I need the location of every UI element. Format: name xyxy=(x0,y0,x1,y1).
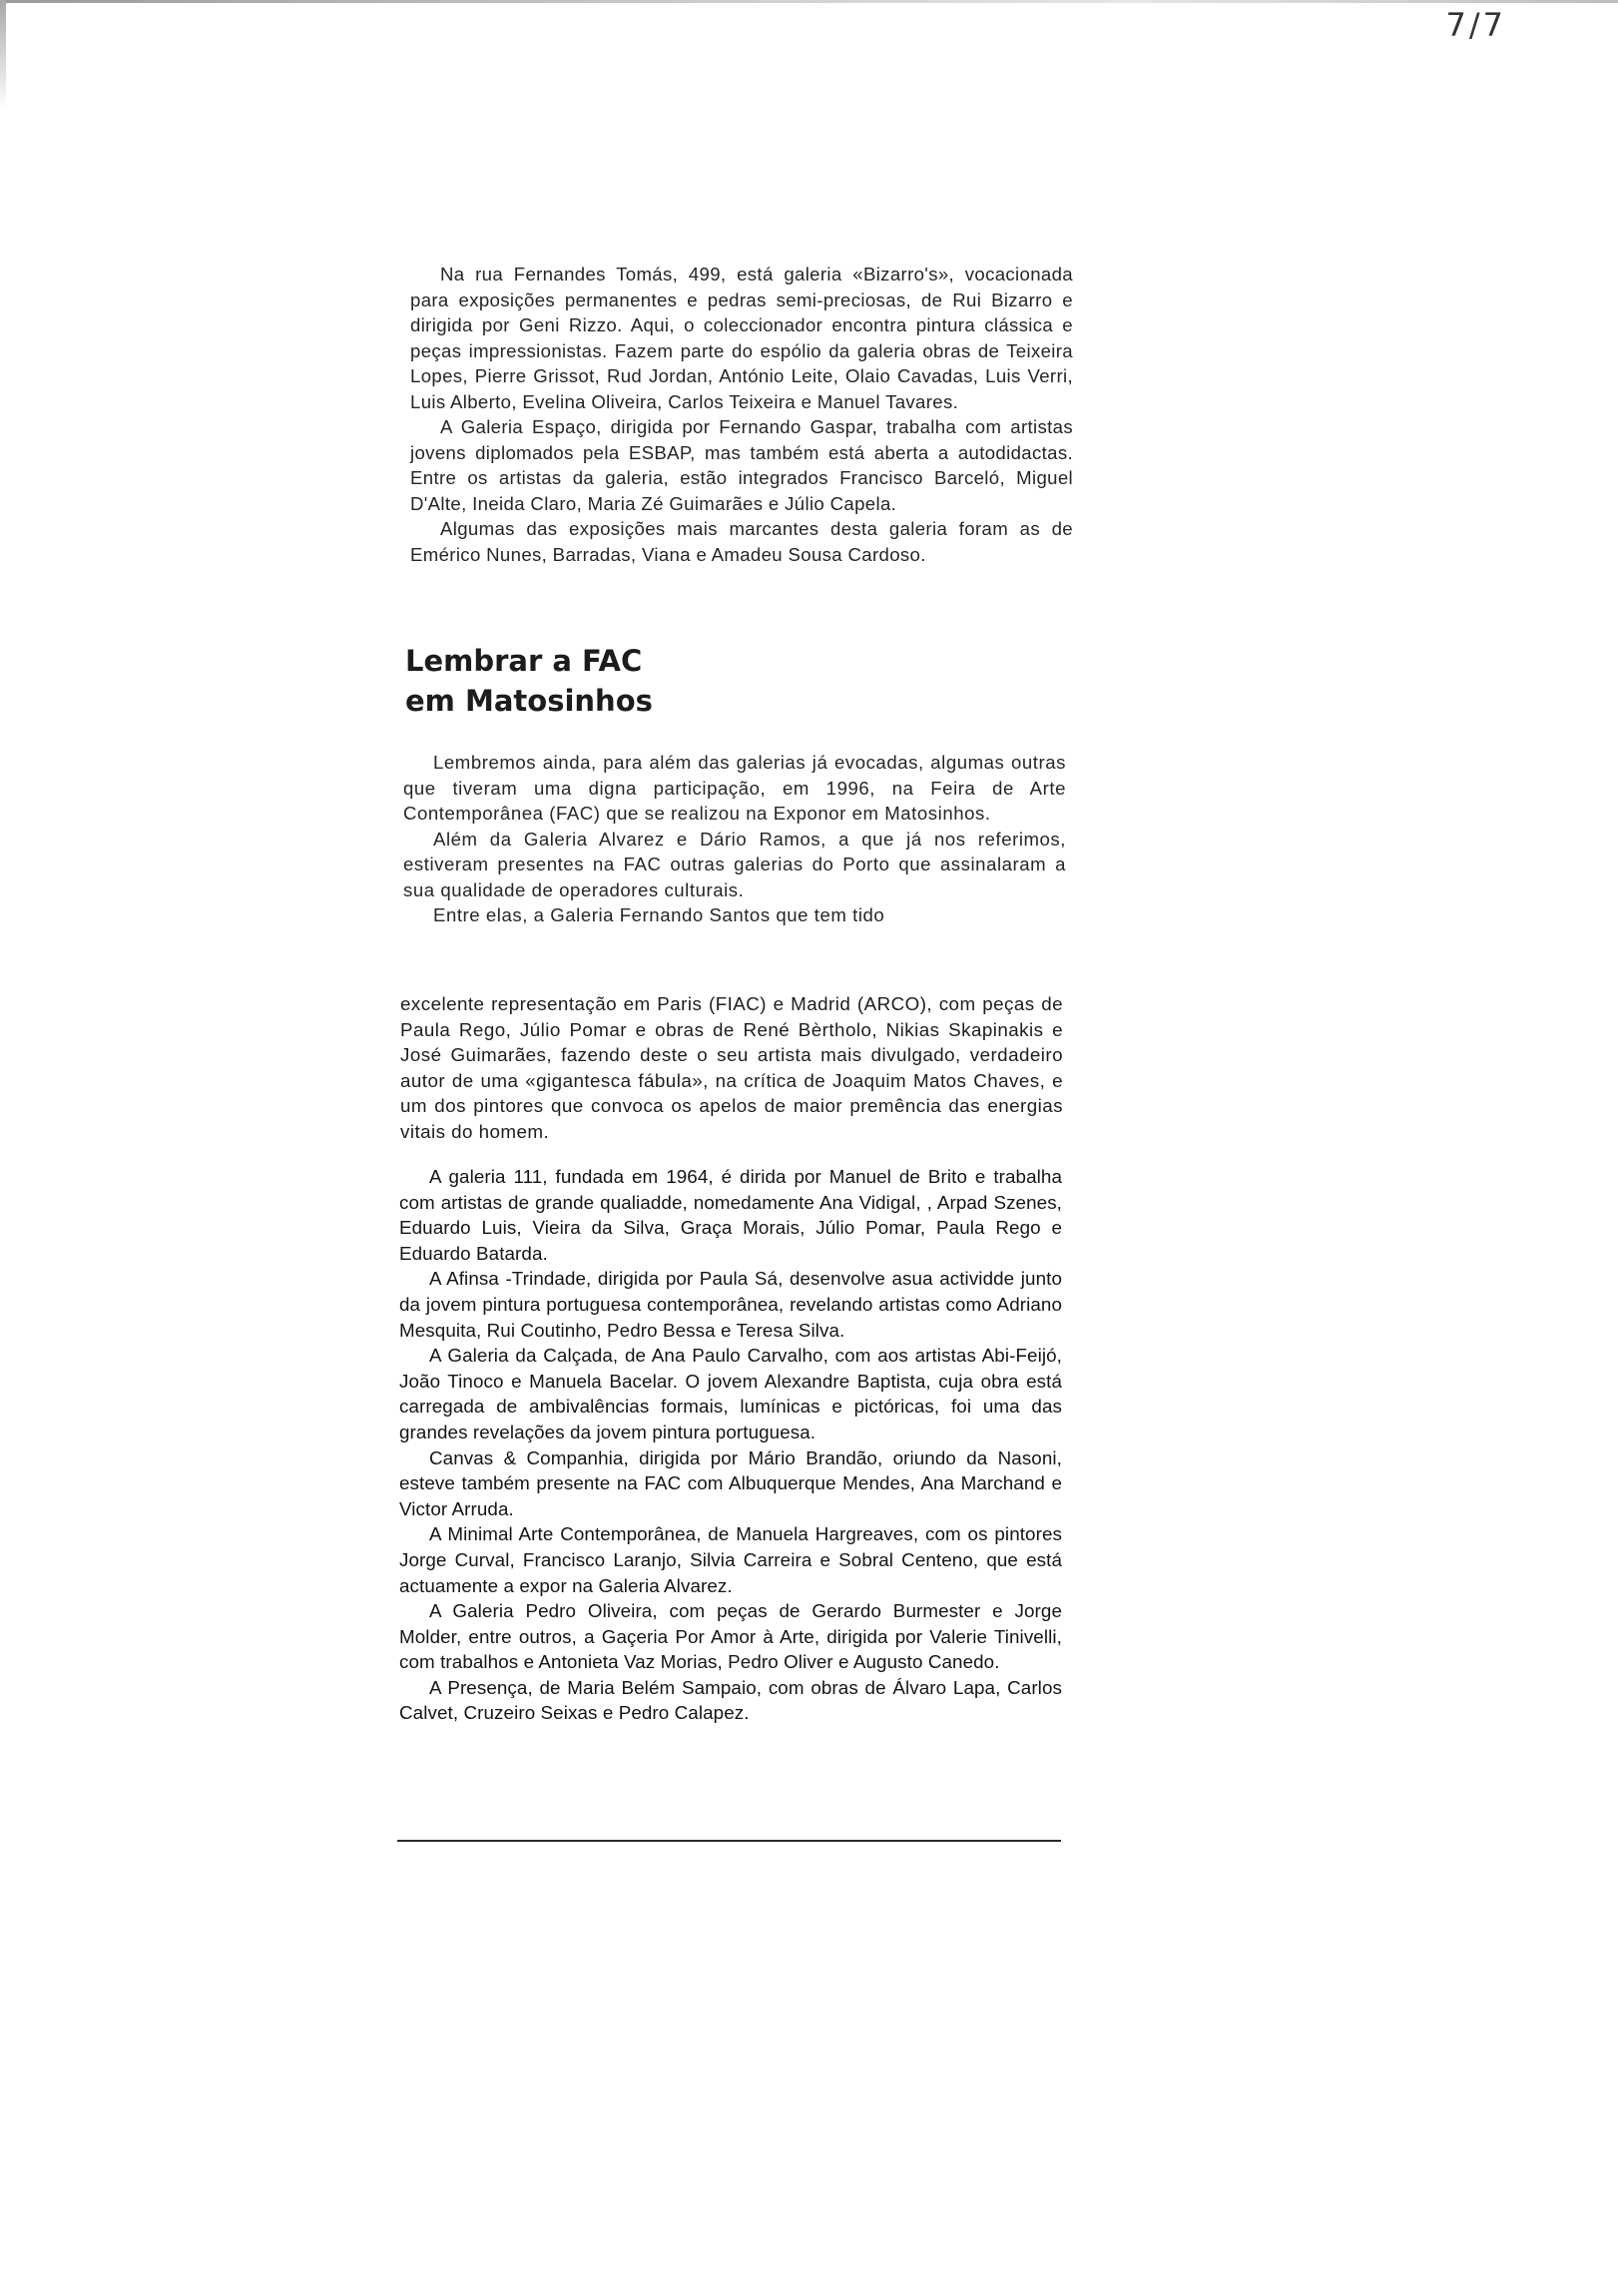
article-headline xyxy=(405,641,1068,721)
paragraph-representacao: excelente representação em Paris (FIAC) e Madrid (ARCO), com peças de Paula Rego, Júlio Pomar e obras de René Bèrtholo, Nikias Skapinakis e José Guimarães, fazendo deste o seu artista mais divulgado, verdadeiro autor de uma «gigantesca fábula», na crítica de Joaquim Matos Chaves, e um dos pintores que convoca os apelos de maior premência das energias vitais do homem. xyxy=(400,993,1063,1142)
paragraph-presenca: A Presença, de Maria Belém Sampaio, com obras de Álvaro Lapa, Carlos Calvet, Cruzeiro Seixas e Pedro Calapez. xyxy=(399,1676,1062,1724)
end-rule xyxy=(397,1840,1061,1842)
paragraph-galeria-espaco: A Galeria Espaço, dirigida por Fernando Gaspar, trabalha com artistas jovens diplomados pela ESBAP, mas também está aberta a autodidactas. Entre os artistas da galeria, estão integrados Francisco Barceló, Miguel D'Alte, Ineida Claro, Maria Zé Guimarães e Júlio Capela. xyxy=(410,416,1073,514)
headline-line-2: em Matosinhos xyxy=(405,684,653,718)
article-section-more-galleries xyxy=(399,1164,1062,1726)
paragraph-minimal-arte: A Minimal Arte Contemporânea, de Manuela Hargreaves, com os pintores Jorge Curval, Francisco Laranjo, Silvia Carreira e Sobral Centeno, que está actuamente a expor na Galeria Alvarez. xyxy=(399,1523,1062,1596)
headline-line-1: Lembrar a FAC xyxy=(405,644,643,678)
paragraph-fernando-santos: Entre elas, a Galeria Fernando Santos que tem tido xyxy=(433,904,885,925)
paragraph-bizarros: Na rua Fernandes Tomás, 499, está galeria «Bizarro's», vocacionada para exposições permanentes e pedras semi-preciosas, de Rui Bizarro e dirigida por Geni Rizzo. Aqui, o coleccionador encontra pintura clássica e peças impressionistas. Fazem parte do espólio da galeria obras de Teixeira Lopes, Pierre Grissot, Rud Jordan, António Leite, Olaio Cavadas, Luis Verri, Luis Alberto, Evelina Oliveira, Carlos Teixeira e Manuel Tavares. xyxy=(410,264,1073,412)
paragraph-galeria-111: A galeria 111, fundada em 1964, é dirida por Manuel de Brito e trabalha com artistas de grande qualiadde, nomedamente Ana Vidigal, , Arpad Szenes, Eduardo Luis, Vieira da Silva, Graça Morais, Júlio Pomar, Paula Rego e Eduardo Batarda. xyxy=(399,1166,1062,1264)
scan-edge-top xyxy=(0,0,1618,3)
scan-edge-left xyxy=(0,0,6,110)
article-section-fac xyxy=(403,750,1066,928)
paragraph-alvarez: Além da Galeria Alvarez e Dário Ramos, a que já nos referimos, estiveram presentes na FAC outras galerias do Porto que assinalaram a sua qualidade de operadores culturais. xyxy=(403,828,1066,900)
article-section-galleries xyxy=(410,262,1073,567)
paragraph-exposicoes: Algumas das exposições mais marcantes desta galeria foram as de Emérico Nunes, Barradas, Viana e Amadeu Sousa Cardoso. xyxy=(410,518,1073,565)
paragraph-lembremos: Lembremos ainda, para além das galerias já evocadas, algumas outras que tiveram uma digna participação, em 1996, na Feira de Arte Contemporânea (FAC) que se realizou na Exponor em Matosinhos. xyxy=(403,752,1066,824)
article-section-continuation xyxy=(400,991,1063,1144)
paragraph-afinsa-trindade: A Afinsa -Trindade, dirigida por Paula Sá, desenvolve asua actividde junto da jovem pintura portuguesa contemporânea, revelando artistas como Adriano Mesquita, Rui Coutinho, Pedro Bessa e Teresa Silva. xyxy=(399,1268,1062,1341)
page-number: 7/7 xyxy=(1445,6,1506,44)
paragraph-canvas-companhia: Canvas & Companhia, dirigida por Mário Brandão, oriundo da Nasoni, esteve também presente na FAC com Albuquerque Mendes, Ana Marchand e Victor Arruda. xyxy=(399,1446,1062,1519)
paragraph-galeria-calcada: A Galeria da Calçada, de Ana Paulo Carvalho, com aos artistas Abi-Feijó, João Tinoco e Manuela Bacelar. O jovem Alexandre Baptista, cuja obra está carregada de ambivalências formais, lumínicas e pictóricas, foi uma das grandes revelações da jovem pintura portuguesa. xyxy=(399,1345,1062,1442)
paragraph-pedro-oliveira: A Galeria Pedro Oliveira, com peças de Gerardo Burmester e Jorge Molder, entre outros, a Gaçeria Por Amor à Arte, dirigida por Valerie Tinivelli, com trabalhos e Antonieta Vaz Morias, Pedro Oliver e Augusto Canedo. xyxy=(399,1600,1062,1673)
